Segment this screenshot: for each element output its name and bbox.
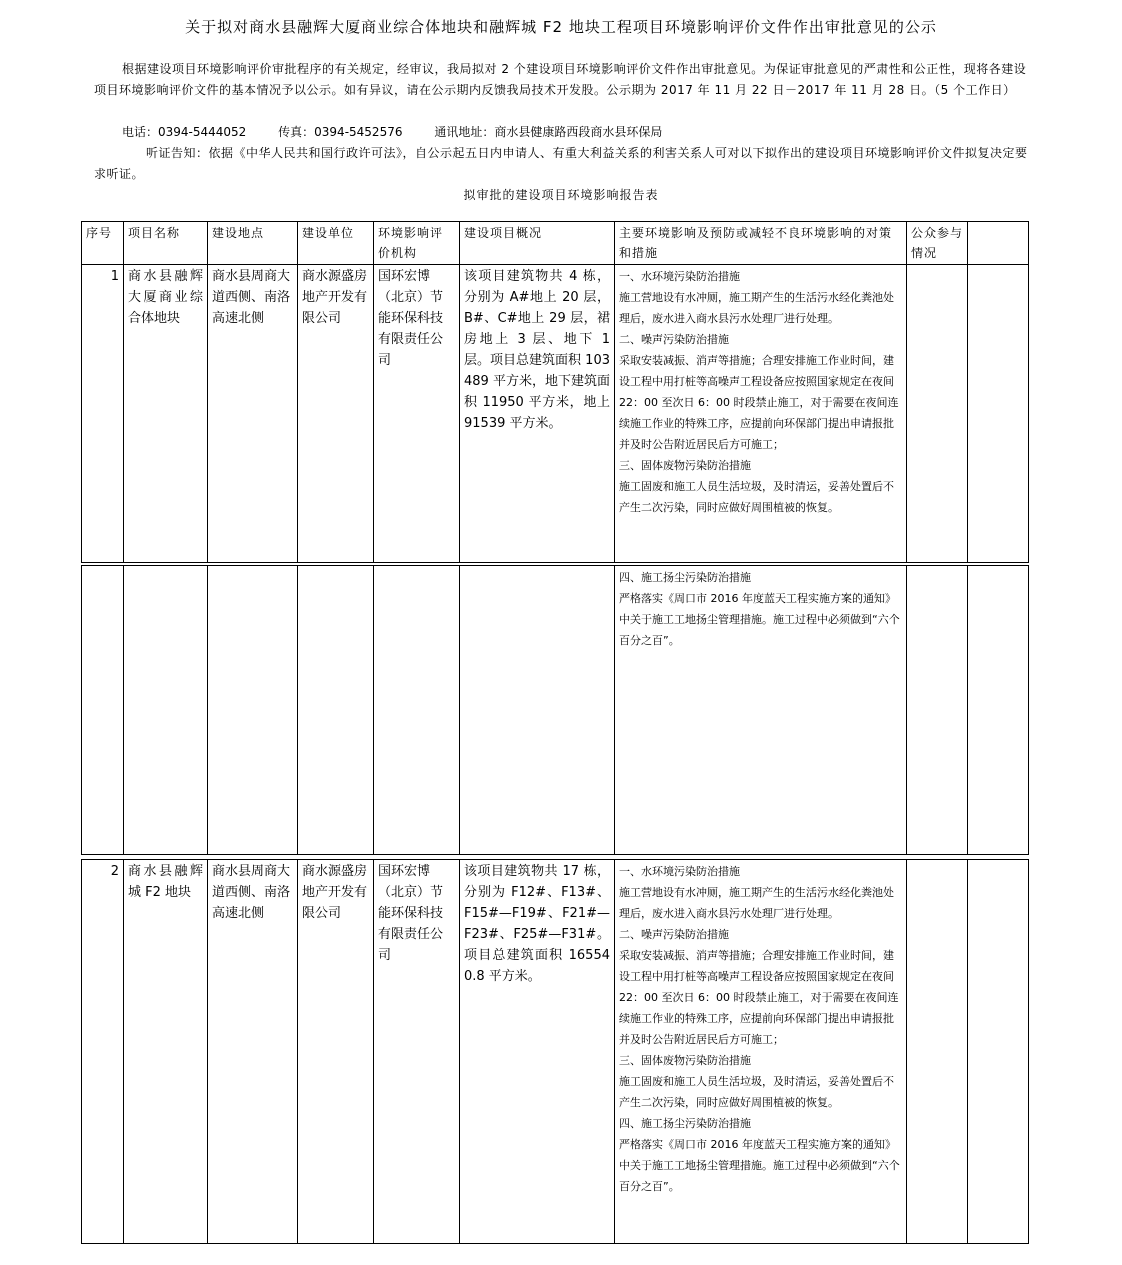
hearing-notice: 听证告知：依据《中华人民共和国行政许可法》，自公示起五日内申请人、有重大利益关系的利害关系人可对以下拟作出的建设项目环境影响评价文件拟复决定要求听证。	[94, 146, 1028, 181]
header-measures: 主要环境影响及预防或减轻不良环境影响的对策和措施	[615, 222, 907, 265]
row-name: 商水县融辉城 F2 地块	[124, 860, 208, 1244]
table-row	[82, 566, 1029, 855]
row-unit: 商水源盛房地产开发有限公司	[298, 860, 374, 1244]
measure-heading: 三、固体废物污染防治措施	[619, 1054, 751, 1067]
measure-text: 严格落实《周口市 2016 年度蓝天工程实施方案的通知》中关于施工工地扬尘管理措施。施工过程中必须做到“六个百分之百”。	[619, 1138, 900, 1193]
measure-heading: 一、水环境污染防治措施	[619, 270, 740, 283]
row-measures	[615, 860, 907, 1244]
row-extra	[968, 860, 1029, 1244]
row-location: 商水县周商大道西侧、南洛高速北侧	[208, 265, 298, 563]
measure-heading: 一、水环境污染防治措施	[619, 865, 740, 878]
row-public	[907, 265, 968, 563]
contact-phone: 电话：0394-5444052	[122, 125, 247, 139]
measure-text: 严格落实《周口市 2016 年度蓝天工程实施方案的通知》中关于施工工地扬尘管理措施。施工过程中必须做到“六个百分之百”。	[619, 592, 900, 647]
header-public: 公众参与情况	[907, 222, 968, 265]
row-location: 商水县周商大道西侧、南洛高速北侧	[208, 860, 298, 1244]
header-no: 序号	[82, 222, 124, 265]
empty-cell	[82, 566, 124, 855]
header-extra	[968, 222, 1029, 265]
projects-table-continued	[81, 565, 1029, 855]
table-title: 拟审批的建设项目环境影响报告表	[463, 188, 659, 202]
empty-cell	[374, 566, 460, 855]
empty-cell	[460, 566, 615, 855]
empty-cell	[968, 566, 1029, 855]
row-overview: 该项目建筑物共 17 栋，分别为 F12#、F13#、F15#—F19#、F21#—F23#、F25#—F31#。项目总建筑面积 165540.8 平方米。	[460, 860, 615, 1244]
measure-heading: 四、施工扬尘污染防治措施	[619, 1117, 751, 1130]
header-name: 项目名称	[124, 222, 208, 265]
empty-cell	[208, 566, 298, 855]
measure-heading: 四、施工扬尘污染防治措施	[619, 571, 751, 584]
measure-text: 施工营地设有水冲厕，施工期产生的生活污水经化粪池处理后，废水进入商水县污水处理厂进行处理。	[619, 886, 894, 920]
row-measures	[615, 265, 907, 563]
row-agency: 国环宏博（北京）节能环保科技有限责任公司	[374, 265, 460, 563]
measure-text: 施工固废和施工人员生活垃圾，及时清运，妥善处置后不产生二次污染，同时应做好周围植被的恢复。	[619, 1075, 894, 1109]
measure-text: 采取安装减振、消声等措施；合理安排施工作业时间，建设工程中用打桩等高噪声工程设备应按照国家规定在夜间 22：00 至次日 6：00 时段禁止施工，对于需要在夜间连续施工作业的特殊工序，应提前向环保部门提出申请报批并及时公告附近居民后方可施工；	[619, 354, 899, 451]
contact-address: 通讯地址：商水县健康路西段商水县环保局	[434, 125, 663, 139]
row-extra	[968, 265, 1029, 563]
header-overview: 建设项目概况	[460, 222, 615, 265]
row-overview: 该项目建筑物共 4 栋，分别为 A#地上 20 层，B#、C#地上 29 层，裙房地上 3 层、地下 1 层。项目总建筑面积 103489 平方米，地下建筑面积 11950 平方米，地上 91539 平方米。	[460, 265, 615, 563]
measure-text: 采取安装减振、消声等措施；合理安排施工作业时间，建设工程中用打桩等高噪声工程设备应按照国家规定在夜间 22：00 至次日 6：00 时段禁止施工，对于需要在夜间连续施工作业的特殊工序，应提前向环保部门提出申请报批并及时公告附近居民后方可施工；	[619, 949, 899, 1046]
measure-heading: 二、噪声污染防治措施	[619, 333, 729, 346]
table-row	[82, 860, 1029, 1244]
empty-cell	[298, 566, 374, 855]
projects-table	[81, 221, 1029, 563]
row-measures	[615, 566, 907, 855]
measure-heading: 二、噪声污染防治措施	[619, 928, 729, 941]
row-no: 2	[82, 860, 124, 1244]
intro-paragraph: 根据建设项目环境影响评价审批程序的有关规定，经审议，我局拟对 2 个建设项目环境影响评价文件作出审批意见。为保证审批意见的严肃性和公正性，现将各建设项目环境影响评价文件的基本情况予以公示。如有异议，请在公示期内反馈我局技术开发股。公示期为 2017 年 11 月 22 日－2017 年 11 月 28 日。（5 个工作日）	[94, 62, 1027, 97]
header-unit: 建设单位	[298, 222, 374, 265]
header-agency: 环境影响评价机构	[374, 222, 460, 265]
row-name: 商水县融辉大厦商业综合体地块	[124, 265, 208, 563]
measure-heading: 三、固体废物污染防治措施	[619, 459, 751, 472]
empty-cell	[907, 566, 968, 855]
empty-cell	[124, 566, 208, 855]
contact-fax: 传真：0394-5452576	[278, 125, 403, 139]
measure-text: 施工固废和施工人员生活垃圾，及时清运，妥善处置后不产生二次污染，同时应做好周围植被的恢复。	[619, 480, 894, 514]
table-header-row	[82, 222, 1029, 265]
measure-text: 施工营地设有水冲厕，施工期产生的生活污水经化粪池处理后，废水进入商水县污水处理厂进行处理。	[619, 291, 894, 325]
contact-info	[122, 122, 690, 142]
row-agency: 国环宏博（北京）节能环保科技有限责任公司	[374, 860, 460, 1244]
projects-table-second	[81, 859, 1029, 1244]
row-unit: 商水源盛房地产开发有限公司	[298, 265, 374, 563]
header-location: 建设地点	[208, 222, 298, 265]
table-row	[82, 265, 1029, 563]
page-title: 关于拟对商水县融辉大厦商业综合体地块和融辉城 F2 地块工程项目环境影响评价文件作出审批意见的公示	[185, 18, 937, 36]
row-no: 1	[82, 265, 124, 563]
row-public	[907, 860, 968, 1244]
